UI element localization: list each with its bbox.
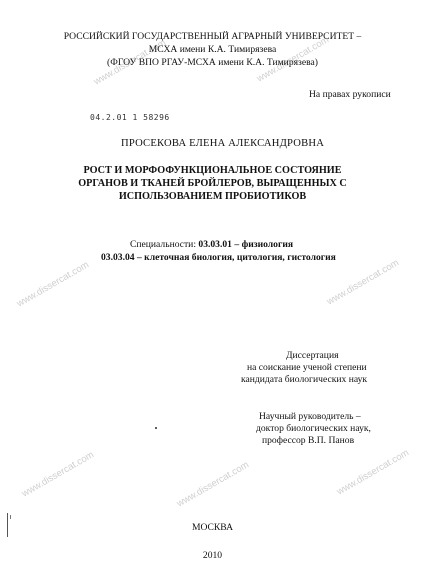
city: МОСКВА <box>191 522 234 533</box>
dissertation-field: кандидата биологических наук <box>241 374 368 385</box>
scan-margin-mark <box>7 513 8 537</box>
watermark: www.dissercat.com <box>335 447 411 498</box>
scan-dot <box>155 427 157 429</box>
archive-number: 04.2.01 1 58296 <box>90 113 170 122</box>
scan-margin-mark <box>10 515 11 519</box>
watermark: www.dissercat.com <box>325 257 401 308</box>
specialty-code1: 03.03.01 – физиология <box>198 239 294 250</box>
watermark: www.dissercat.com <box>255 34 331 85</box>
university-name-line3: (ФГОУ ВПО РГАУ-МСХА имени К.А. Тимирязева) <box>107 57 318 68</box>
dissertation-label: Диссертация <box>286 350 339 361</box>
watermark: www.dissercat.com <box>175 459 251 510</box>
supervisor-name: профессор В.П. Панов <box>262 435 355 446</box>
supervisor-label: Научный руководитель – <box>259 411 361 422</box>
supervisor-degree: доктор биологических наук, <box>256 423 371 434</box>
watermark: www.dissercat.com <box>15 259 91 310</box>
thesis-title-line1: РОСТ И МОРФОФУНКЦИОНАЛЬНОЕ СОСТОЯНИЕ <box>83 165 342 176</box>
university-name-line1: РОССИЙСКИЙ ГОСУДАРСТВЕННЫЙ АГРАРНЫЙ УНИВЕРСИТЕТ – <box>63 31 362 42</box>
dissertation-degree: на соискание ученой степени <box>247 362 367 373</box>
watermark: www.dissercat.com <box>20 449 96 500</box>
watermark: www.dissercat.com <box>92 37 168 88</box>
specialties-line1 <box>130 239 293 250</box>
author-name: ПРОСЕКОВА ЕЛЕНА АЛЕКСАНДРОВНА <box>121 138 325 149</box>
thesis-title-line2: ОРГАНОВ И ТКАНЕЙ БРОЙЛЕРОВ, ВЫРАЩЕННЫХ С <box>78 178 347 189</box>
university-name-line2: МСХА имени К.А. Тимирязева <box>148 44 277 55</box>
thesis-title-line3: ИСПОЛЬЗОВАНИЕМ ПРОБИОТИКОВ <box>118 191 307 202</box>
specialty-code2: 03.03.04 – клеточная биология, цитология, гистология <box>101 252 336 263</box>
year: 2010 <box>202 550 223 561</box>
specialties-label: Специальности: <box>130 239 199 250</box>
rights-note: На правах рукописи <box>309 89 391 100</box>
